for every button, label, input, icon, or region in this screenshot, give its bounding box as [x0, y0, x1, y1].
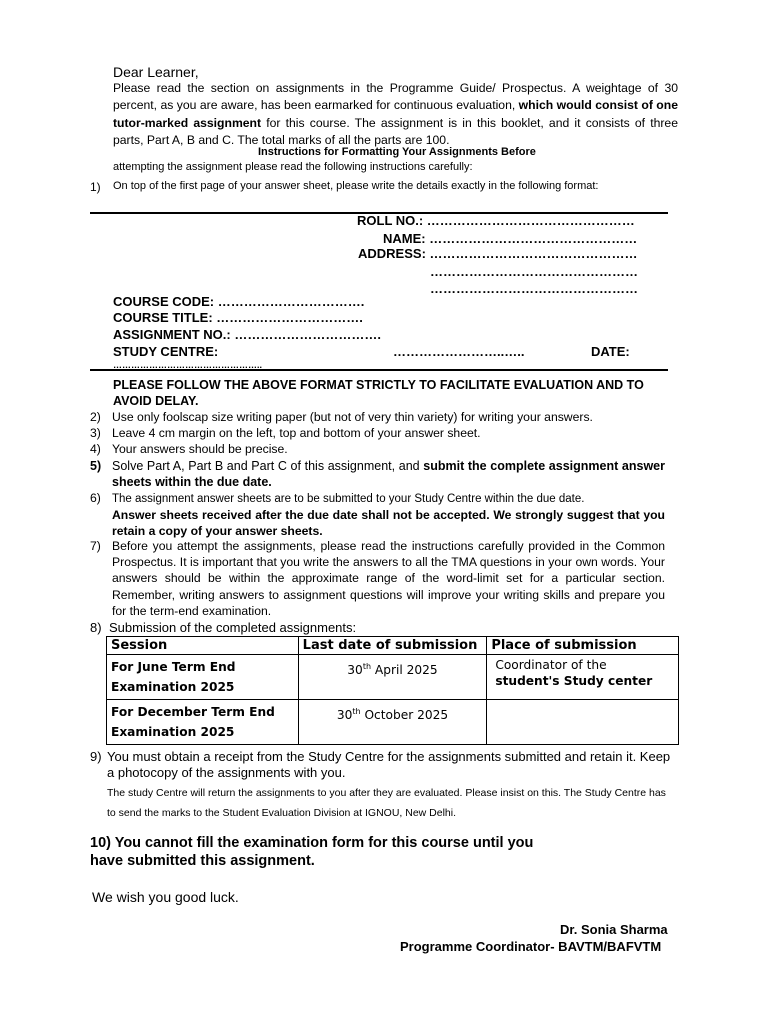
date-label: DATE: [591, 344, 630, 359]
signatory-title: Programme Coordinator- BAVTM/BAFVTM [400, 939, 662, 954]
address-line: ADDRESS: ………………………………………… [358, 246, 638, 261]
name-line: NAME: ………………………………………… [383, 231, 638, 246]
item-9-number: 9) [90, 749, 102, 764]
table-row [107, 655, 679, 700]
item-6-body [112, 490, 665, 539]
course-title-line: COURSE TITLE: ……………………………. [113, 310, 363, 325]
signatory-name: Dr. Sonia Sharma [560, 922, 668, 937]
item-6-number: 6) [90, 491, 101, 505]
item-4-number: 4) [90, 442, 101, 456]
item-8-text: Submission of the completed assignments: [109, 620, 357, 635]
row-2-date-rest: October 2025 [360, 708, 449, 723]
row-1-session: For June Term End Examination 2025 [107, 655, 299, 700]
row-1-place [487, 655, 679, 700]
date-dots: ………………………………………….. [113, 361, 263, 369]
item-8-number: 8) [90, 620, 102, 635]
item-4-text: Your answers should be precise. [112, 442, 288, 456]
intro-paragraph [113, 80, 678, 149]
item-7-text: Before you attempt the assignments, please read the instructions carefully provided in the Common Prospectus. It is important that you write the answers to all the TMA questions in your own words. Your answers should be within the approximate range of the word-limit set for a particular section. Remember, writing answers to assignment questions will improve your writing skills and prepare you for the term-end examination. [112, 539, 665, 618]
item-5-bold: submit the complete assignment answer sheets within the due date. [112, 459, 665, 489]
item-1-text: On top of the first page of your answer sheet, please write the details exactly in the following format: [113, 180, 599, 192]
table-header-row [107, 637, 679, 655]
assignment-no-line: ASSIGNMENT NO.: ……………………………. [113, 327, 381, 342]
row-1-place-bold: student's Study center [495, 674, 653, 688]
row-2-date [298, 700, 487, 745]
row-1-date-suffix: th [362, 662, 372, 671]
item-5-number: 5) [90, 459, 102, 473]
row-1-place-text: Coordinator of the [495, 658, 607, 672]
format-bottom-rule [90, 369, 668, 371]
intro-text-1: Please read the section on assignments in the Programme Guide/ Prospectus. A weightage of 30 percent, as you are aware, has been earmarked for continuous evaluation, [113, 81, 678, 113]
item-5-text: Solve Part A, Part B and Part C of this assignment, and [112, 459, 420, 473]
greeting: Dear Learner, [113, 64, 199, 80]
item-1-number: 1) [90, 180, 101, 194]
closing-wish: We wish you good luck. [92, 889, 239, 905]
instructions-heading: Instructions for Formatting Your Assignments Before [258, 146, 536, 158]
item-5-body [112, 458, 665, 490]
instructions-lead: attempting the assignment please read the following instructions carefully: [113, 161, 473, 173]
row-2-session: For December Term End Examination 2025 [107, 700, 299, 745]
roll-no-line: ROLL NO.: ………………………………………… [357, 213, 635, 228]
submission-table [106, 636, 679, 745]
row-1-date-rest: April 2025 [371, 663, 438, 678]
item-2-number: 2) [90, 410, 101, 424]
address-line-3: ………………………………………… [430, 281, 638, 296]
item-9-note: The study Centre will return the assignments to you after they are evaluated. Please insist on this. The Study Centre has to send the marks to the Student Evaluation Division at IGNOU, New Delhi. [107, 787, 666, 819]
item-2-text: Use only foolscap size writing paper (but not of very thin variety) for writing your answers. [112, 410, 593, 424]
course-code-line: COURSE CODE: ……………………………. [113, 294, 365, 309]
follow-format-notice: PLEASE FOLLOW THE ABOVE FORMAT STRICTLY TO FACILITATE EVALUATION AND TO AVOID DELAY. [113, 378, 644, 408]
row-2-date-day: 30 [336, 708, 353, 723]
item-9-text: You must obtain a receipt from the Study Centre for the assignments submitted and retain it. Keep a photocopy of the assignments with you. [107, 749, 671, 780]
item-3-number: 3) [90, 426, 101, 440]
item-3-text: Leave 4 cm margin on the left, top and bottom of your answer sheet. [112, 426, 481, 440]
study-centre-label: STUDY CENTRE: [113, 344, 219, 359]
item-6-text: The assignment answer sheets are to be submitted to your Study Centre within the due date. [112, 493, 585, 505]
table-row [107, 700, 679, 745]
study-centre-dots: ……………………..….. [393, 344, 525, 359]
intro-bold: which would consist of one tutor-marked assignment [113, 98, 678, 130]
row-2-place [487, 700, 679, 745]
header-last-date: Last date of submission [298, 637, 487, 655]
intro-text-2: for this course. The assignment is in this booklet, and it consists of three parts, Part A, B and C. The total marks of all the parts are 100. [113, 115, 678, 147]
row-2-date-suffix: th [352, 707, 361, 716]
address-line-2: ………………………………………… [430, 264, 638, 279]
item-6-bold: Answer sheets received after the due date shall not be accepted. We strongly suggest that you retain a copy of your answer sheets. [112, 508, 665, 538]
row-1-date [298, 655, 487, 700]
item-10-notice: 10) You cannot fill the examination form for this course until you have submitted this assignment. [90, 835, 534, 869]
header-session: Session [107, 637, 299, 655]
row-1-date-day: 30 [347, 663, 363, 678]
item-7-number: 7) [90, 539, 101, 553]
header-place: Place of submission [487, 637, 679, 655]
